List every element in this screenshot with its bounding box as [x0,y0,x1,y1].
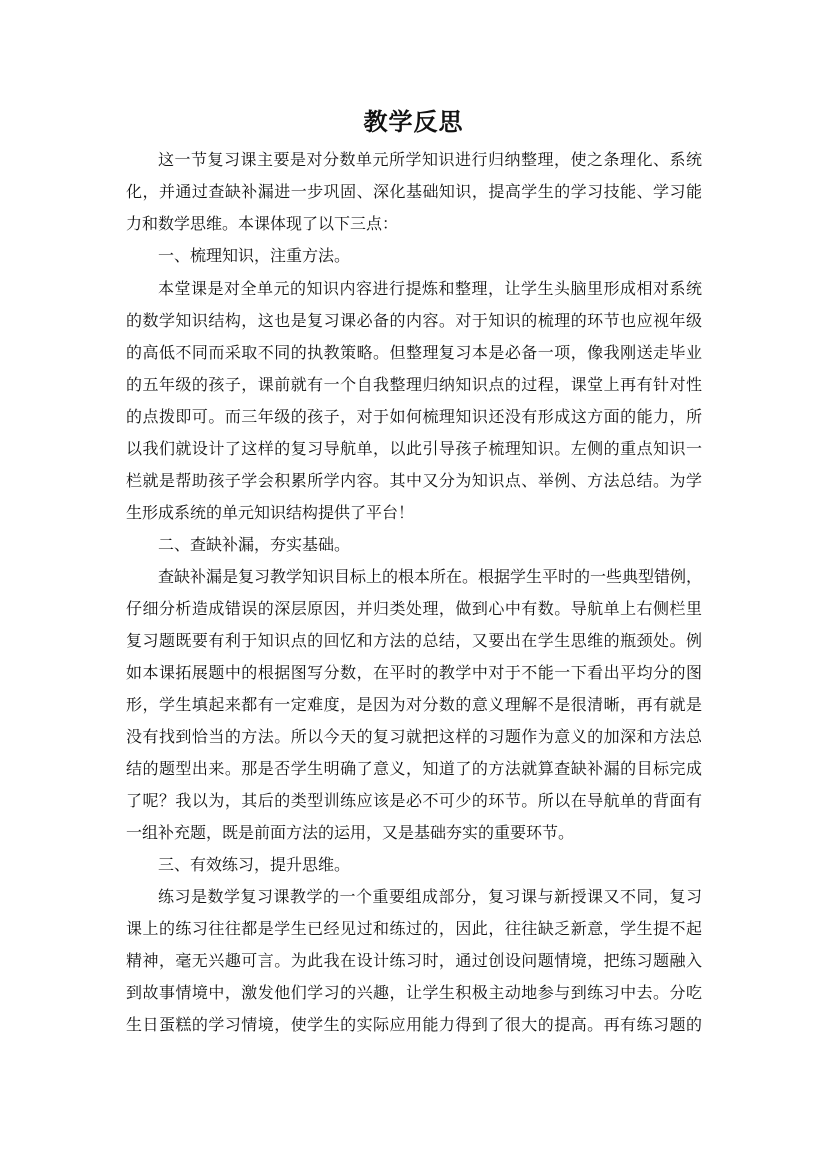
text-line: 了呢？我以为，其后的类型训练应该是必不可少的环节。所以在导航单的背面有 [126,791,702,810]
text-line: 的高低不同而采取不同的执教策略。但整理复习本是必备一项，像我刚送走毕业 [126,343,702,362]
text-line: 这一节复习课主要是对分数单元所学知识进行归纳整理，使之条理化、系统 [158,150,702,169]
text-line: 的点拨即可。而三年级的孩子，对于如何梳理知识还没有形成这方面的能力，所 [126,407,702,426]
text-line: 一组补充题，既是前面方法的运用，又是基础夯实的重要环节。 [126,823,575,842]
text-line: 如本课拓展题中的根据图写分数，在平时的教学中对于不能一下看出平均分的图 [126,663,702,682]
text-line: 本堂课是对全单元的知识内容进行提炼和整理，让学生头脑里形成相对系统 [158,279,702,298]
text-line: 生形成系统的单元知识结构提供了平台！ [126,503,415,522]
section-heading: 三、有效练习，提升思维。 [158,855,351,874]
text-line: 查缺补漏是复习教学知识目标上的根本所在。根据学生平时的一些典型错例， [158,567,703,586]
text-line: 形，学生填起来都有一定难度，是因为对分数的意义理解不是很清晰，再有就是 [126,695,702,714]
section-heading: 一、梳理知识，注重方法。 [158,246,351,265]
text-line: 的五年级的孩子，课前就有一个自我整理归纳知识点的过程，课堂上再有针对性 [126,375,702,394]
text-line: 生日蛋糕的学习情境，使学生的实际应用能力得到了很大的提高。再有练习题的 [126,1015,702,1034]
text-line: 没有找到恰当的方法。所以今天的复习就把这样的习题作为意义的加深和方法总 [126,727,702,746]
text-line: 仔细分析造成错误的深层原因，并归类处理，做到心中有数。导航单上右侧栏里 [126,599,702,618]
text-line: 的数学知识结构，这也是复习课必备的内容。对于知识的梳理的环节也应视年级 [126,311,702,330]
text-line: 精神，毫无兴趣可言。为此我在设计练习时，通过创设问题情境，把练习题融入 [126,951,702,970]
text-line: 力和数学思维。本课体现了以下三点： [126,214,399,233]
text-line: 以我们就设计了这样的复习导航单，以此引导孩子梳理知识。左侧的重点知识一 [126,439,702,458]
section-heading: 二、查缺补漏，夯实基础。 [158,535,351,554]
text-line: 栏就是帮助孩子学会积累所学内容。其中又分为知识点、举例、方法总结。为学 [126,471,702,490]
text-line: 练习是数学复习课教学的一个重要组成部分，复习课与新授课又不同，复习 [158,887,702,906]
text-line: 课上的练习往往都是学生已经见过和练过的，因此，往往缺乏新意，学生提不起 [126,919,702,938]
text-line: 结的题型出来。那是否学生明确了意义，知道了的方法就算查缺补漏的目标完成 [126,759,702,778]
text-line: 到故事情境中，激发他们学习的兴趣，让学生积极主动地参与到练习中去。分吃 [126,983,702,1002]
document-title: 教学反思 [363,108,464,136]
text-line: 复习题既要有利于知识点的回忆和方法的总结，又要出在学生思维的瓶颈处。例 [126,631,702,650]
text-line: 化，并通过查缺补漏进一步巩固、深化基础知识，提高学生的学习技能、学习能 [126,182,702,201]
